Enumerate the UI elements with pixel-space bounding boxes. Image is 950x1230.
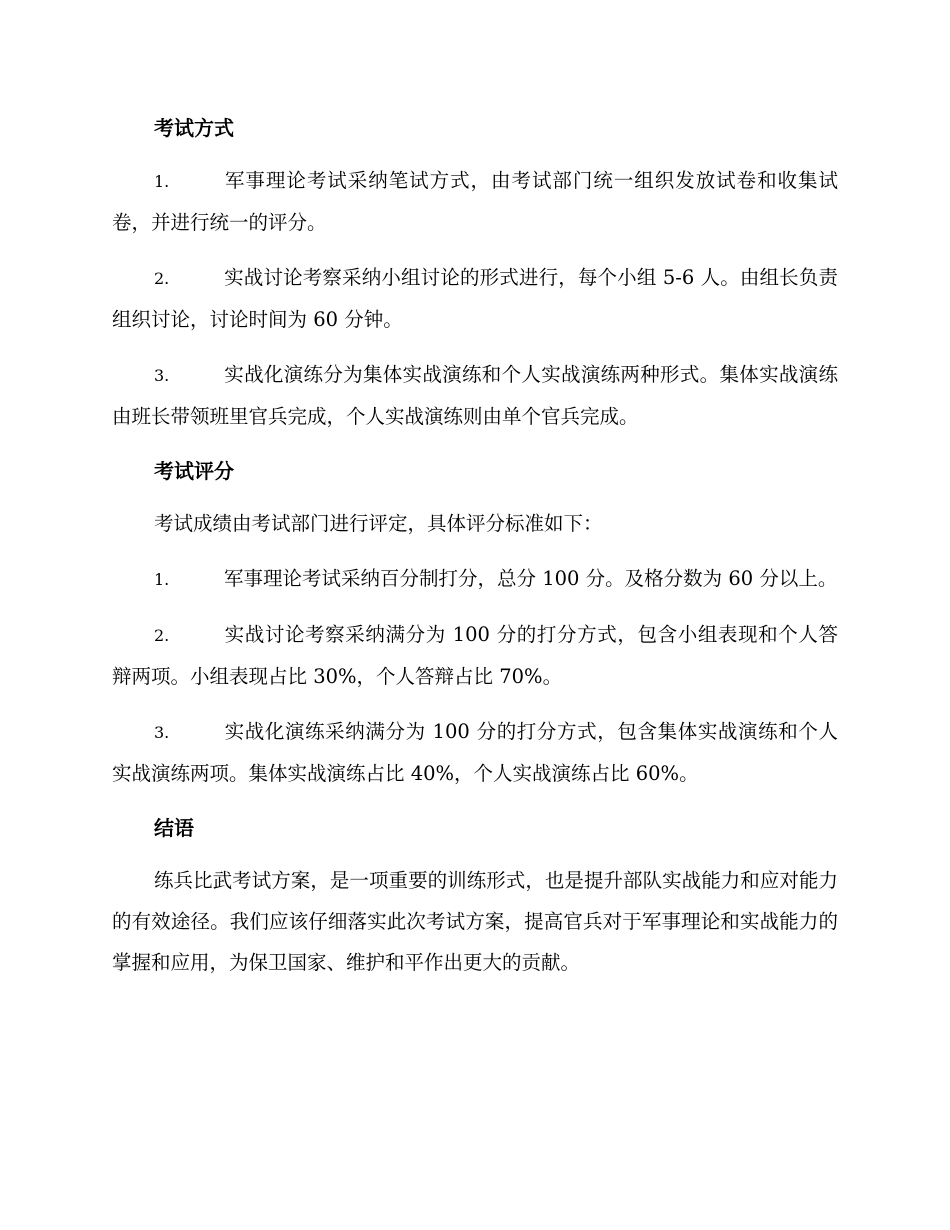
- list-text: 实战化演练分为集体实战演练和个人实战演练两种形式。集体实战演练由班长带领班里官兵完成，个人实战演练则由单个官兵完成。: [112, 363, 838, 428]
- list-number: 3.: [154, 723, 170, 742]
- list-item: [112, 257, 838, 340]
- heading-exam-method: 考试方式: [154, 116, 234, 140]
- list-item: [112, 160, 838, 243]
- heading-conclusion: 结语: [154, 816, 194, 840]
- list-number: 2.: [154, 269, 170, 288]
- list-text: 军事理论考试采纳笔试方式，由考试部门统一组织发放试卷和收集试卷，并进行统一的评分。: [112, 169, 838, 234]
- list-item: [112, 711, 838, 794]
- document-page: [112, 108, 838, 997]
- scoring-intro: 考试成绩由考试部门进行评定，具体评分标准如下：: [154, 512, 603, 535]
- list-text: 实战讨论考察采纳满分为 100 分的打分方式，包含小组表现和个人答辩两项。小组表现占比 30%，个人答辩占比 70%。: [112, 623, 838, 688]
- list-text: 实战化演练采纳满分为 100 分的打分方式，包含集体实战演练和个人实战演练两项。集体实战演练占比 40%，个人实战演练占比 60%。: [112, 720, 838, 785]
- list-number: 1.: [154, 570, 170, 589]
- list-number: 2.: [154, 626, 170, 645]
- heading-exam-scoring: 考试评分: [154, 459, 234, 483]
- list-number: 3.: [154, 366, 170, 385]
- list-item: [112, 614, 838, 697]
- list-item: [112, 354, 838, 437]
- list-number: 1.: [154, 172, 170, 191]
- list-item: [112, 558, 838, 600]
- list-text: 军事理论考试采纳百分制打分，总分 100 分。及格分数为 60 分以上。: [224, 567, 838, 590]
- list-text: 实战讨论考察采纳小组讨论的形式进行，每个小组 5-6 人。由组长负责组织讨论，讨论时间为 60 分钟。: [112, 266, 838, 331]
- conclusion-paragraph: 练兵比武考试方案，是一项重要的训练形式，也是提升部队实战能力和应对能力的有效途径。我们应该仔细落实此次考试方案，提高官兵对于军事理论和实战能力的掌握和应用，为保卫国家、维护和平作出更大的贡献。: [112, 869, 838, 974]
